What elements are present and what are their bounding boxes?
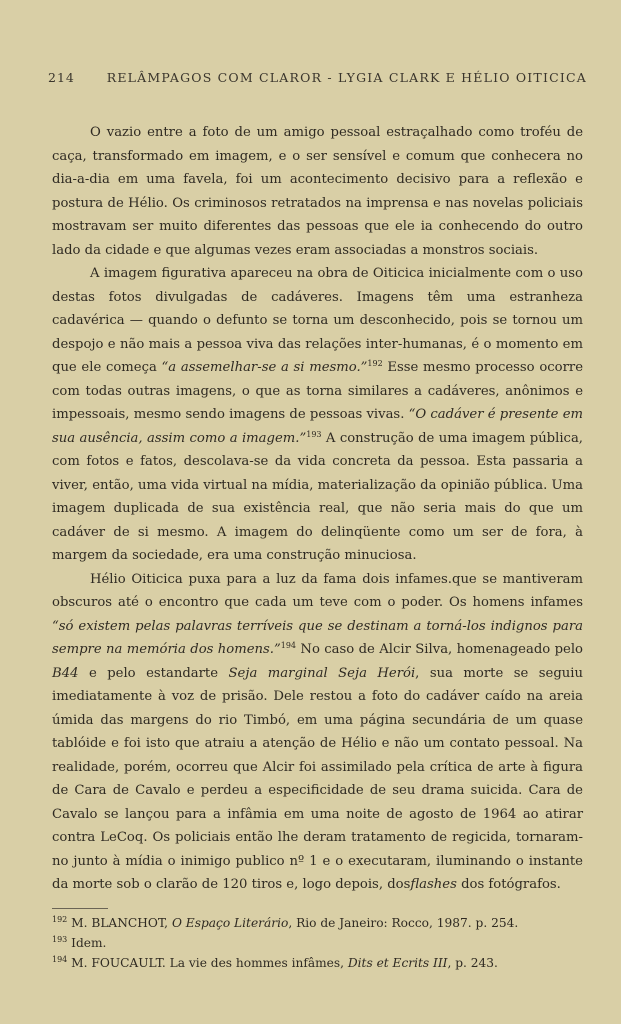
text-run: Idem. <box>67 936 107 950</box>
text-run: e pelo estandarte <box>78 665 229 681</box>
text-run: Esse mesmo processo ocorre com todas outras imagens, o que as torna similares a cadáveres, anônimos e impessoais, mesmo sendo imagens de pessoas vivas. <box>52 360 583 422</box>
italic-text: “a assemelhar-se a si mesmo.” <box>161 360 368 375</box>
text-run: O vazio entre a foto de um amigo pessoal estraçalhado como troféu de caça, transformado em imagem, e o ser sensível e comum que conhecera no dia-a-dia em uma favela, foi um acontecimento decisivo para a reflexão e postura de Hélio. Os criminosos retratados na imprensa e nas novelas policiais mostravam ser muito diferentes das pessoas que ele ia conhecendo do outro lado da cidade e que algumas vezes eram associadas a monstros sociais. <box>52 125 583 258</box>
text-run: , p. 243. <box>447 956 498 970</box>
note-marker: 192 <box>52 915 68 924</box>
note-marker: 194 <box>52 955 68 964</box>
text-run: , Rio de Janeiro: Rocco, 1987. p. 254. <box>288 916 519 930</box>
italic-text: flashes <box>410 877 457 892</box>
text-run: A imagem figurativa apareceu na obra de Oiticica inicialmente com o uso destas fotos divulgadas de cadáveres. Imagens têm uma estranheza cadavérica — quando o defunto se torna um desconhecido, pois se tornou um despojo e não mais a pessoa viva das relações inter-humanas, é o momento em que ele começa <box>52 266 583 375</box>
paragraph <box>52 121 583 262</box>
text-run: , sua morte se seguiu imediatamente à voz de prisão. Dele restou a foto do cadáver caído na areia úmida das margens do rio Timbó, em uma página secundária de um quase tablóide e foi isto que atraiu a atenção de Hélio e não um contato pessoal. Na realidade, porém, ocorreu que Alcir foi assimilado pela crítica de arte à figura de Cara de Cavalo e perdeu a especificidade de seu drama suicida. Cara de Cavalo se lançou para a infâmia em uma noite de agosto de 1964 ao atirar contra LeCoq. Os policiais então lhe deram tratamento de regicida, tornaram-no junto à mídia o inimigo publico nº 1 e o executaram, iluminando o instante da morte sob o clarão de 120 tiros e, logo depois, dos <box>52 665 583 892</box>
text-run: dos fotógrafos. <box>456 877 561 892</box>
italic-text: Seja marginal Seja Herói <box>228 665 416 681</box>
footnote-divider <box>52 908 108 909</box>
text-run: No caso de Alcir Silva, homenageado pelo <box>296 642 584 657</box>
italic-text: B44 <box>52 665 79 681</box>
footnote <box>52 913 583 933</box>
note-marker: 192 <box>367 359 383 368</box>
text-run: Hélio Oiticica puxa para a luz da fama dois infames.que se mantiveram obscuros até o encontro que cada um teve com o poder. Os homens infames <box>52 571 583 610</box>
paragraph <box>52 262 583 568</box>
body-text <box>52 121 583 897</box>
footnote <box>52 953 583 973</box>
italic-text: “só existem pelas palavras terríveis que se destinam a torná-los indignos para sempre na memória dos homens.” <box>52 618 583 657</box>
footnotes <box>52 913 583 973</box>
note-marker: 194 <box>280 641 297 650</box>
text-run: A construção de uma imagem pública, com fotos e fatos, descolava-se da vida concreta da pessoa. Esta passaria a viver, então, uma vida virtual na mídia, materialização da opinião pública. Uma imagem duplicada de sua existência real, que não seria mais do que um cadáver de si mesmo. A imagem do delinqüente como um ser de fora, à margem da sociedade, era uma construção minuciosa. <box>52 430 584 563</box>
text-run: M. BLANCHOT, <box>67 916 172 930</box>
italic-text: O Espaço Literário <box>171 916 289 930</box>
page-number: 214 <box>48 70 75 85</box>
running-header <box>48 70 587 85</box>
footnote <box>52 933 583 953</box>
italic-text: “O cadáver é presente em sua ausência, assim como a imagem.” <box>52 407 583 446</box>
running-title: RELÂMPAGOS COM CLAROR - LYGIA CLARK E HÉLIO OITICICA <box>106 70 587 85</box>
note-marker: 193 <box>52 935 68 944</box>
paragraph <box>52 568 583 897</box>
text-run: M. FOUCAULT. La vie des hommes infâmes, <box>67 956 348 970</box>
italic-text: Dits et Ecrits III <box>347 956 448 970</box>
note-marker: 193 <box>306 429 322 439</box>
